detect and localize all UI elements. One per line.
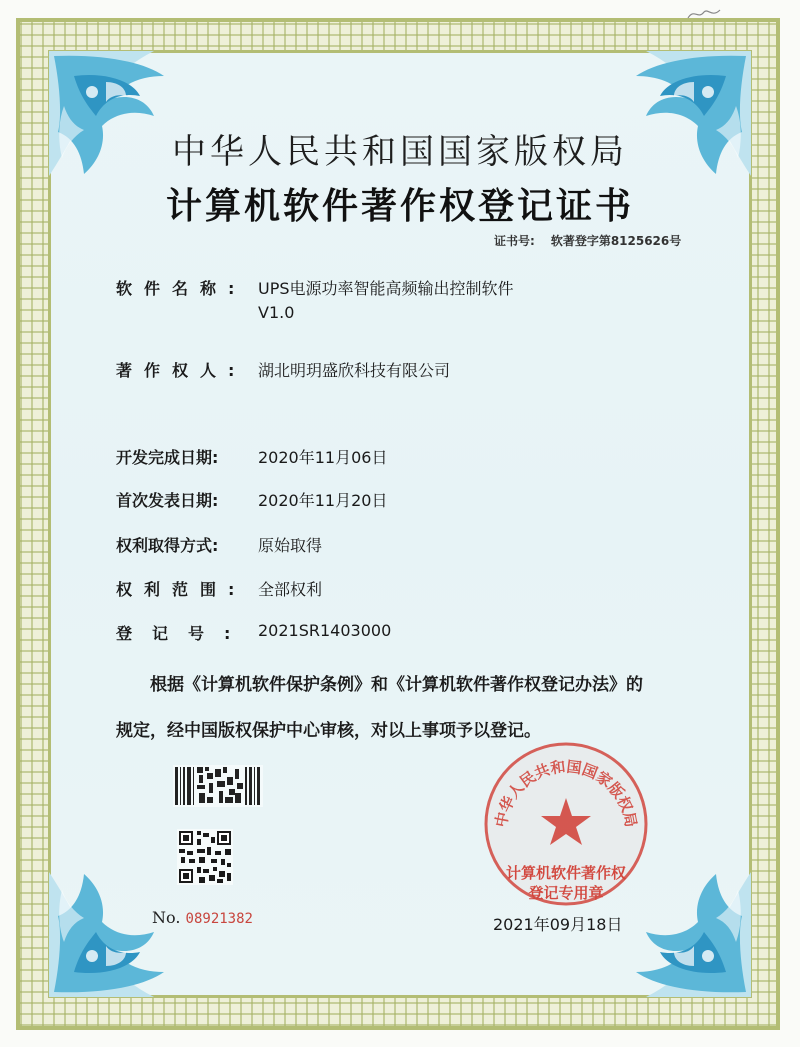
certificate-number — [494, 232, 681, 249]
qr-code-image — [177, 829, 233, 885]
pencil-mark-icon — [686, 6, 726, 22]
corner-ornament-bottom-left — [44, 852, 194, 1002]
field-label: 权利取得方式: — [116, 536, 219, 555]
field-completion-date — [116, 445, 387, 468]
issue-date: 2021年09月18日 — [493, 915, 623, 934]
field-value — [258, 276, 514, 322]
serial-value: 08921382 — [185, 911, 253, 927]
statement-line-2: 规定，经中国版权保护中心审核，对以上事项予以登记。 — [116, 721, 541, 741]
seal-line-1: 计算机软件著作权 — [505, 864, 626, 882]
field-value: 2020年11月06日 — [258, 448, 388, 467]
software-name-line1: UPS电源功率智能高频输出控制软件 — [258, 279, 514, 298]
field-registration-number — [116, 621, 391, 644]
field-value: 全部权利 — [258, 580, 323, 599]
field-label: 开发完成日期: — [116, 448, 219, 467]
field-value: 原始取得 — [258, 536, 323, 555]
corner-ornament-top-right — [606, 46, 756, 196]
field-label: 软件名称: — [116, 279, 247, 298]
field-software-name — [116, 276, 514, 322]
statement-line-1: 根据《计算机软件保护条例》和《计算机软件著作权登记办法》的 — [150, 675, 643, 695]
field-copyright-owner — [116, 358, 450, 381]
barcode-image — [173, 765, 263, 807]
software-name-version: V1.0 — [258, 303, 295, 322]
certificate-title: 计算机软件著作权登记证书 — [165, 185, 634, 227]
issuing-authority: 中华人民共和国国家版权局 — [172, 132, 628, 172]
field-scope — [116, 577, 322, 600]
field-first-publish-date — [116, 488, 387, 511]
field-label: 权利范围: — [116, 580, 247, 599]
field-label: 登记号: — [116, 624, 251, 643]
field-label: 首次发表日期: — [116, 491, 219, 510]
field-value: 湖北明玥盛欣科技有限公司 — [258, 361, 451, 380]
field-value: 2020年11月20日 — [258, 491, 388, 510]
certificate-number-label: 证书号: — [494, 234, 535, 248]
field-acquisition-method — [116, 533, 322, 556]
serial-number — [152, 908, 253, 927]
seal-ring-text: 中华人民共和国国家版权局 — [491, 757, 641, 829]
serial-prefix: No. — [152, 908, 181, 927]
corner-ornament-top-left — [44, 46, 194, 196]
handwritten-mark — [686, 6, 726, 25]
field-label: 著作权人: — [116, 361, 247, 380]
certificate-number-value: 软著登字第8125626号 — [550, 234, 682, 248]
seal-line-2: 登记专用章 — [528, 884, 604, 902]
field-value: 2021SR1403000 — [258, 621, 392, 640]
